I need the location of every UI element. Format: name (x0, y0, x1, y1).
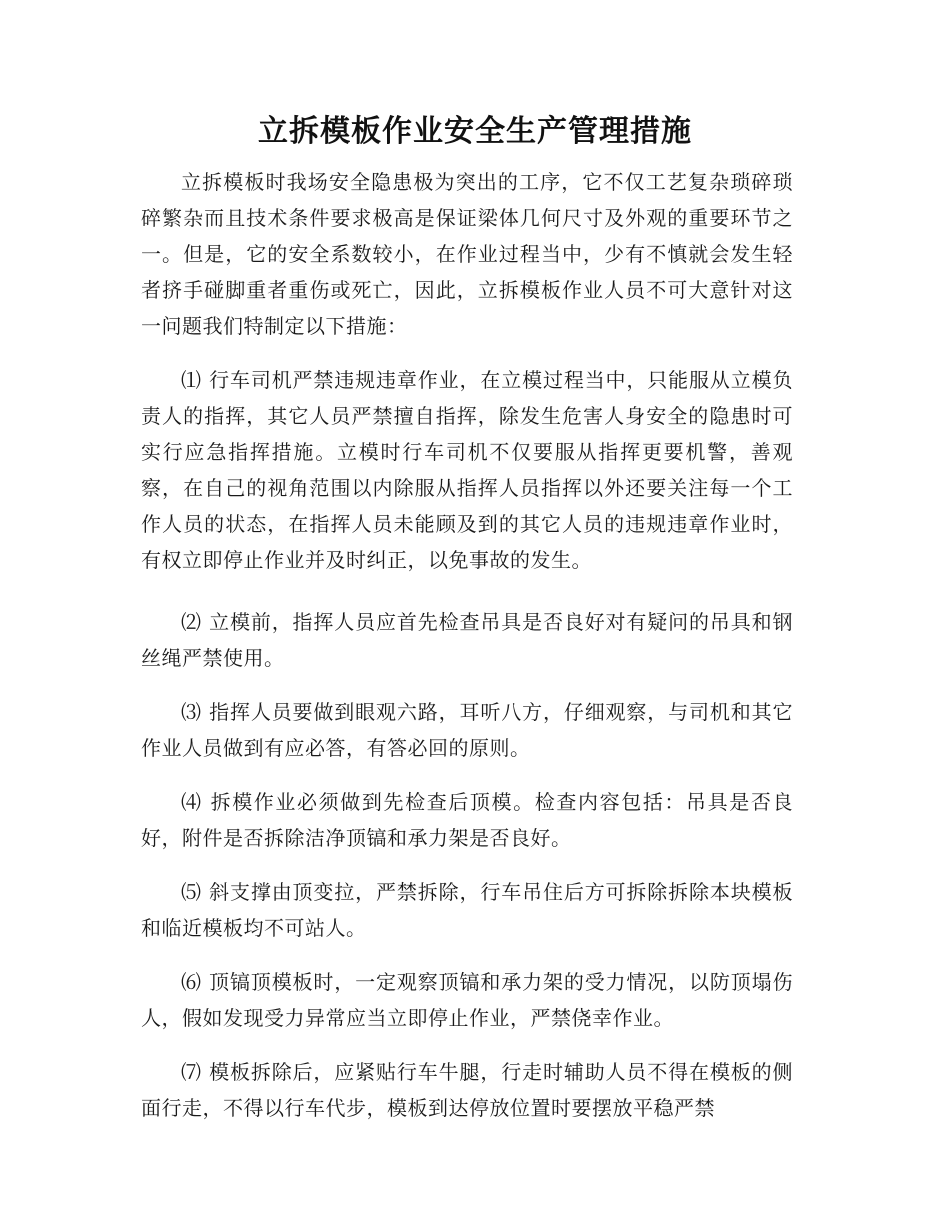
measure-3-paragraph: ⑶ 指挥人员要做到眼观六路，耳听八方，仔细观察，与司机和其它作业人员做到有应必答，有答必回的原则。 (141, 700, 793, 760)
intro-paragraph: 立拆模板时我场安全隐患极为突出的工序，它不仅工艺复杂琐碎琐碎繁杂而且技术条件要求极高是保证梁体几何尺寸及外观的重要环节之一。但是，它的安全系数较小，在作业过程当中，少有不慎就会发生轻者挤手碰脚重者重伤或死亡，因此，立拆模板作业人员不可大意针对这一问题我们特制定以下措施： (141, 170, 793, 338)
measure-5-paragraph: ⑸ 斜支撑由顶变拉，严禁拆除，行车吊住后方可拆除拆除本块模板和临近模板均不可站人。 (141, 880, 793, 940)
measure-6-paragraph: ⑹ 顶镐顶模板时，一定观察顶镐和承力架的受力情况，以防顶塌伤人，假如发现受力异常应当立即停止作业，严禁侥幸作业。 (141, 970, 793, 1030)
document-title: 立拆模板作业安全生产管理措施 (258, 114, 692, 149)
measure-4-paragraph: ⑷ 拆模作业必须做到先检查后顶模。检查内容包括：吊具是否良好，附件是否拆除洁净顶镐和承力架是否良好。 (141, 790, 793, 850)
measure-7-paragraph: ⑺ 模板拆除后，应紧贴行车牛腿，行走时辅助人员不得在模板的侧面行走，不得以行车代步，模板到达停放位置时要摆放平稳严禁 (141, 1060, 793, 1120)
measure-1-paragraph: ⑴ 行车司机严禁违规违章作业，在立模过程当中，只能服从立模负责人的指挥，其它人员严禁擅自指挥，除发生危害人身安全的隐患时可实行应急指挥措施。立模时行车司机不仅要服从指挥更要机警，善观察，在自己的视角范围以内除服从指挥人员指挥以外还要关注每一个工作人员的状态，在指挥人员未能顾及到的其它人员的违规违章作业时，有权立即停止作业并及时纠正，以免事故的发生。 (141, 368, 793, 572)
measure-2-paragraph: ⑵ 立模前，指挥人员应首先检查吊具是否良好对有疑问的吊具和钢丝绳严禁使用。 (141, 610, 793, 670)
